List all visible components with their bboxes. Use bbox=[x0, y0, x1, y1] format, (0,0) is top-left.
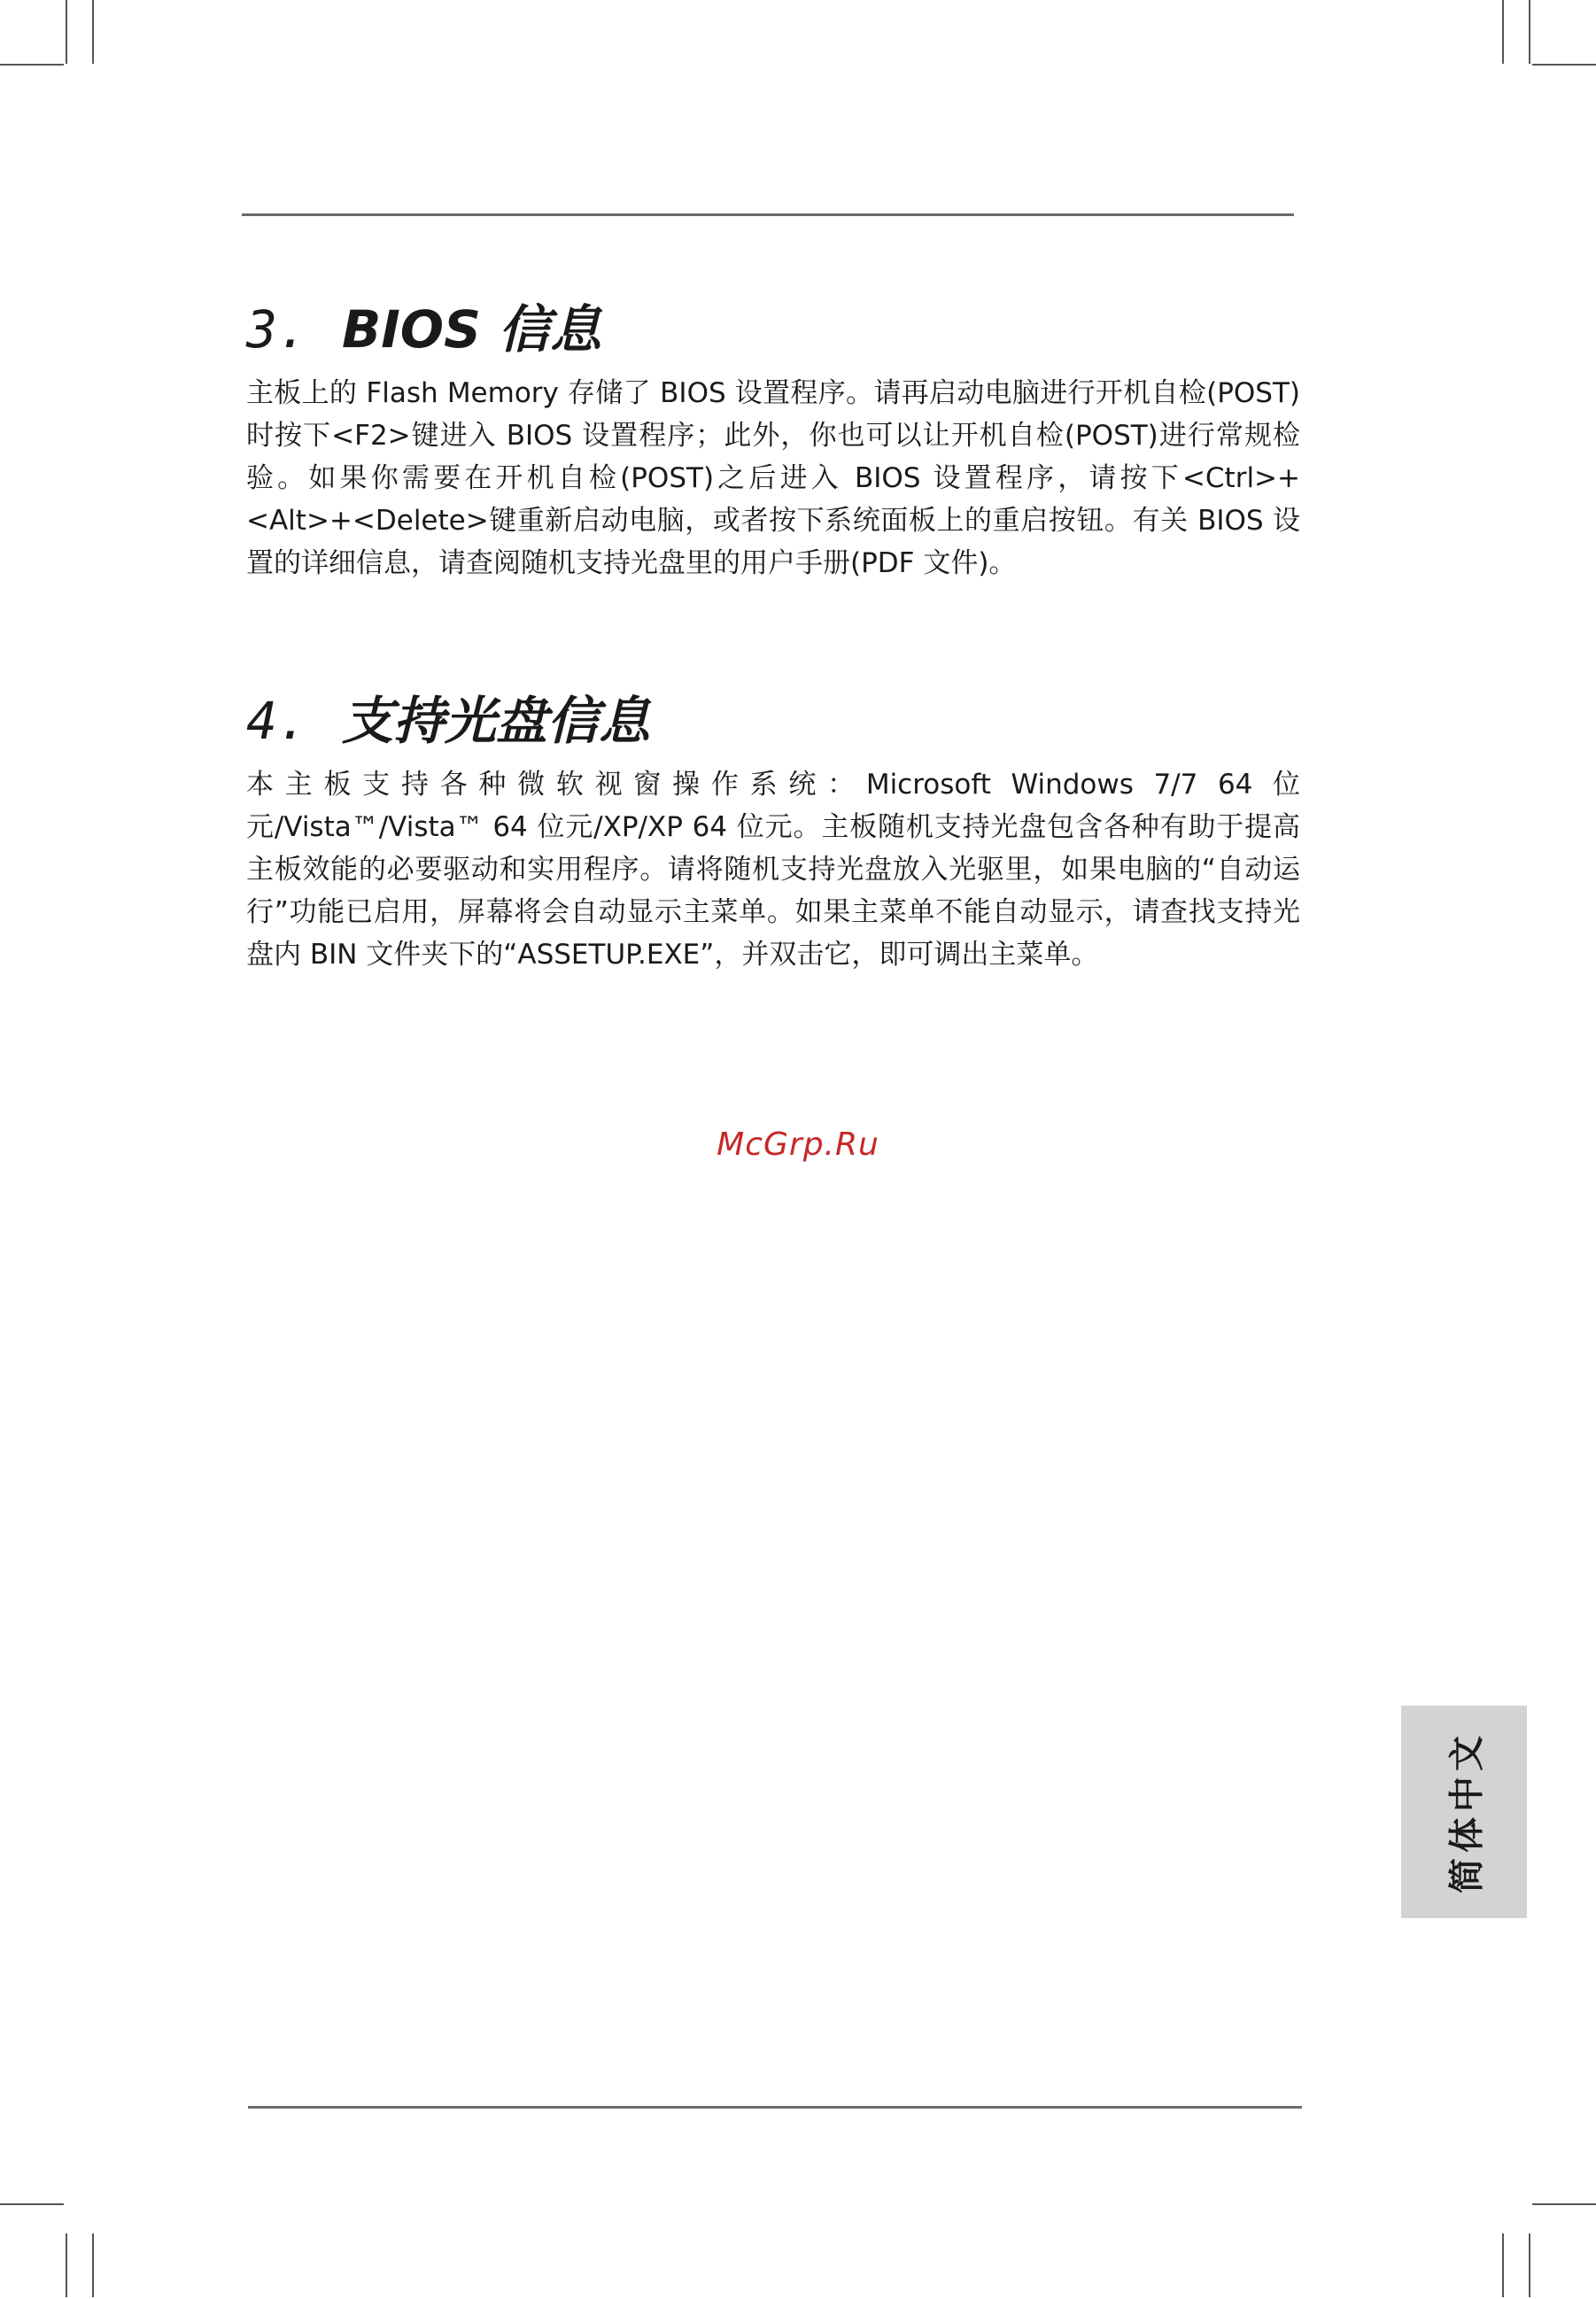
crop-mark bbox=[1502, 0, 1504, 64]
section-3-paragraph: 主板上的 Flash Memory 存储了 BIOS 设置程序。请再启动电脑进行开机自检(POST)时按下<F2>键进入 BIOS 设置程序；此外，你也可以让开机自检(POST)进行常规检验。如果你需要在开机自检(POST)之后进入 BIOS 设置程序，请按下<Ctrl>+<Alt>+<Delete>键重新启动电脑，或者按下系统面板上的重启按钮。有关 BIOS 设置的详细信息，请查阅随机支持光盘里的用户手册(PDF 文件)。 bbox=[246, 377, 1300, 579]
section-3-number: 3. bbox=[246, 299, 308, 360]
section-4-number: 4. bbox=[246, 691, 308, 751]
crop-mark bbox=[66, 0, 67, 64]
section-4-paragraph: 本主板支持各种微软视窗操作系统：Microsoft Windows 7/7 64 位元/Vista™/Vista™ 64 位元/XP/XP 64 位元。主板随机支持光盘包含各种有助于提高主板效能的必要驱动和实用程序。请将随机支持光盘放入光驱里，如果电脑的“自动运行”功能已启用，屏幕将会自动显示主菜单。如果主菜单不能自动显示，请查找支持光盘内 BIN 文件夹下的“ASSETUP.EXE”，并双击它，即可调出主菜单。 bbox=[246, 769, 1300, 971]
crop-mark bbox=[1529, 0, 1530, 64]
crop-mark bbox=[92, 0, 94, 64]
section-3-heading bbox=[246, 292, 1300, 367]
section-support-cd-info bbox=[246, 684, 1300, 976]
crop-mark bbox=[0, 2203, 64, 2205]
header-rule bbox=[242, 213, 1294, 216]
language-tab-label: 简体中文 bbox=[1445, 1730, 1488, 1893]
crop-mark bbox=[66, 2233, 67, 2297]
crop-mark bbox=[1502, 2233, 1504, 2297]
crop-mark bbox=[0, 64, 64, 66]
section-4-heading bbox=[246, 684, 1300, 758]
section-3-title: BIOS 信息 bbox=[342, 299, 602, 360]
crop-mark bbox=[92, 2233, 94, 2297]
footer-rule bbox=[248, 2106, 1302, 2109]
crop-mark bbox=[1529, 2233, 1530, 2297]
language-tab bbox=[1401, 1706, 1527, 1918]
section-bios-info bbox=[246, 292, 1300, 584]
section-4-title: 支持光盘信息 bbox=[342, 691, 651, 751]
crop-mark bbox=[1532, 2203, 1596, 2205]
crop-mark bbox=[1532, 64, 1596, 66]
watermark: McGrp.Ru bbox=[717, 1126, 879, 1163]
